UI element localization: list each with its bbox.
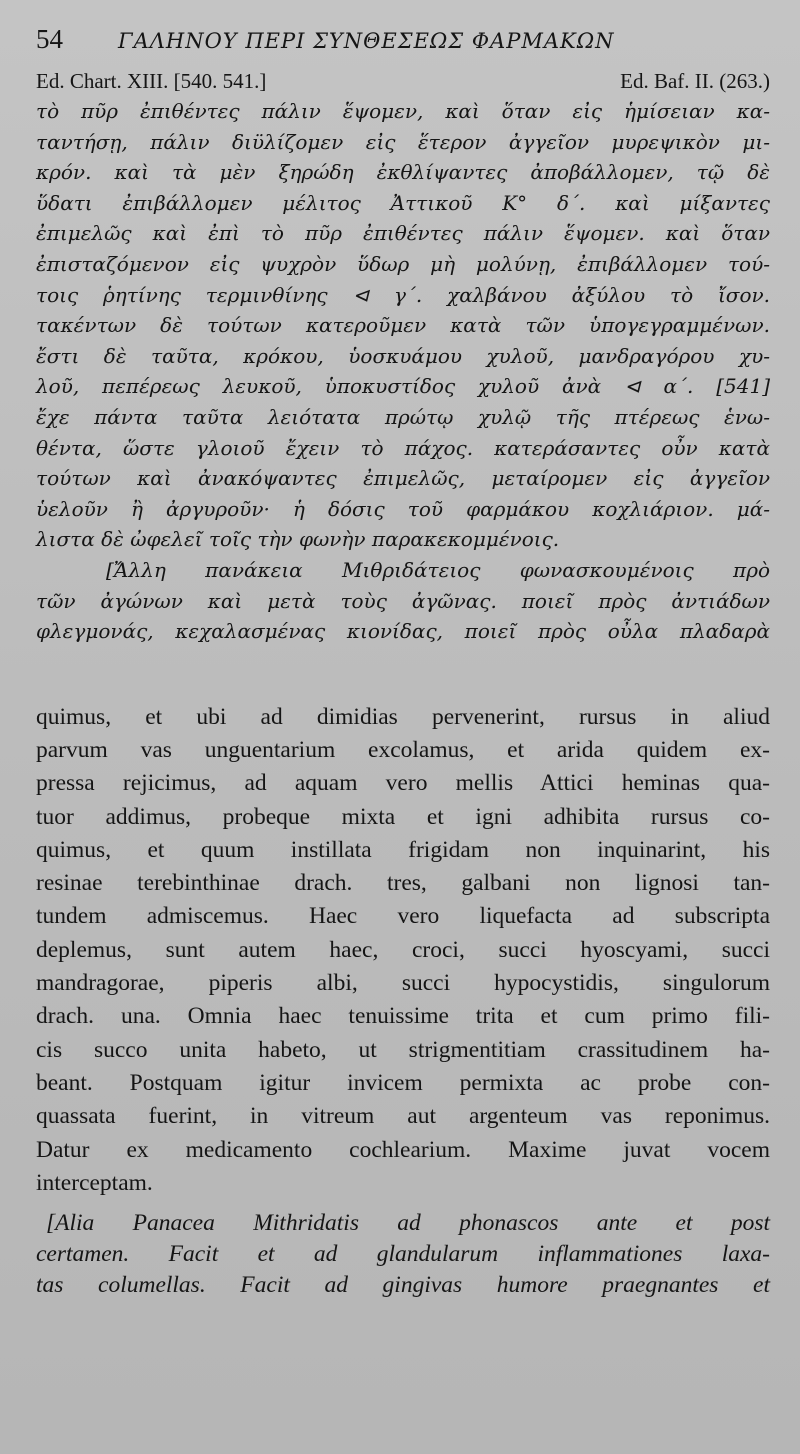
latin-italic-line: tas columellas. Facit ad gingivas humore praegnantes et bbox=[36, 1272, 770, 1299]
latin-italic-block bbox=[36, 1208, 770, 1301]
greek-line: ταντήσῃ, πάλιν διϋλίζομεν εἰς ἕτερον ἀγγεῖον μυρεψικὸν μι- bbox=[36, 129, 770, 154]
latin-line: deplemus, sunt autem haec, croci, succi hyoscyami, succi bbox=[36, 936, 770, 963]
latin-line: quimus, et ubi ad dimidias pervenerint, rursus in aliud bbox=[36, 703, 770, 730]
page-number: 54 bbox=[36, 24, 63, 54]
greek-line: τοις ῥητίνης τερμινθίνης ⊲ γ΄. χαλβάνου ἀξύλου τὸ ἴσον. bbox=[36, 282, 770, 307]
greek-line: λοῦ, πεπέρεως λευκοῦ, ὑποκυστίδος χυλοῦ ἀνὰ ⊲ α΄. [541] bbox=[36, 374, 770, 399]
greek-line: [Ἄλλη πανάκεια Μιθριδάτειος φωνασκουμένοις πρὸ bbox=[106, 557, 770, 582]
greek-line: θέντα, ὥστε γλοιοῦ ἔχειν τὸ πάχος. κατεράσαντες οὖν κατὰ bbox=[36, 435, 770, 460]
greek-line: τακέντων δὲ τούτων κατεροῦμεν κατὰ τῶν ὑπογεγραμμένων. bbox=[36, 313, 770, 338]
latin-line: tuor addimus, probeque mixta et igni adhibita rursus co- bbox=[36, 803, 770, 830]
latin-line: mandragorae, piperis albi, succi hypocystidis, singulorum bbox=[36, 970, 770, 997]
greek-line: τῶν ἀγώνων καὶ μετὰ τοὺς ἀγῶνας. ποιεῖ πρὸς ἀντιάδων bbox=[36, 588, 770, 613]
latin-line: Datur ex medicamento cochlearium. Maxime juvat vocem bbox=[36, 1136, 770, 1163]
edition-reference-line bbox=[36, 66, 770, 96]
latin-line: tundem admiscemus. Haec vero liquefacta ad subscripta bbox=[36, 903, 770, 930]
greek-line: κρόν. καὶ τὰ μὲν ξηρώδη ἐκθλίψαντες ἀποβάλλομεν, τῷ δὲ bbox=[36, 160, 770, 185]
running-title: ΓΑΛΗΝΟΥ ΠΕΡΙ ΣΥΝΘΕΣΕΩΣ ΦΑΡΜΑΚΩΝ bbox=[118, 29, 615, 53]
greek-line: τὸ πῦρ ἐπιθέντες πάλιν ἕψομεν, καὶ ὅταν εἰς ἡμίσειαν κα- bbox=[36, 99, 770, 123]
greek-text-block bbox=[36, 96, 770, 647]
greek-line: ἐπιμελῶς καὶ ἐπὶ τὸ πῦρ ἐπιθέντες πάλιν ἕψομεν. καὶ ὅταν bbox=[36, 221, 770, 246]
latin-line: interceptam. bbox=[36, 1169, 153, 1196]
running-head bbox=[36, 24, 770, 66]
greek-line: λιστα δὲ ὠφελεῖ τοῖς τὴν φωνὴν παρακεκομμένοις. bbox=[36, 527, 560, 552]
edition-reference-right: Ed. Baf. II. (263.) bbox=[620, 69, 770, 93]
latin-line: cis succo unita habeto, ut strigmentitiam crassitudinem ha- bbox=[36, 1036, 770, 1063]
latin-line: quimus, et quum instillata frigidam non inquinarint, his bbox=[36, 836, 770, 863]
latin-text-block bbox=[36, 701, 770, 1200]
section-gap bbox=[36, 647, 770, 701]
latin-italic-line: certamen. Facit et ad glandularum inflammationes laxa- bbox=[36, 1241, 770, 1268]
latin-line: beant. Postquam igitur invicem permixta ac probe con- bbox=[36, 1069, 770, 1096]
greek-line: φλεγμονάς, κεχαλασμένας κιονίδας, ποιεῖ πρὸς οὖλα πλαδαρὰ bbox=[36, 619, 770, 644]
edition-reference-left: Ed. Chart. XIII. [540. 541.] bbox=[36, 69, 267, 93]
greek-line: ἔχε πάντα ταῦτα λειότατα πρώτῳ χυλῷ τῆς πτέρεως ἑνω- bbox=[36, 404, 770, 429]
latin-italic-line: [Alia Panacea Mithridatis ad phonascos ante et post bbox=[46, 1210, 770, 1237]
latin-line: quassata fuerint, in vitreum aut argenteum vas reponimus. bbox=[36, 1103, 770, 1130]
latin-line: resinae terebinthinae drach. tres, galbani non lignosi tan- bbox=[36, 870, 770, 897]
greek-line: ἔστι δὲ ταῦτα, κρόκου, ὑοσκυάμου χυλοῦ, μανδραγόρου χυ- bbox=[36, 343, 770, 368]
latin-line: pressa rejicimus, ad aquam vero mellis Attici heminas qua- bbox=[36, 770, 770, 797]
greek-line: ἐπισταζόμενον εἰς ψυχρὸν ὕδωρ μὴ μολύνῃ, ἐπιβάλλομεν τού- bbox=[36, 251, 770, 276]
greek-line: τούτων καὶ ἀνακόψαντες ἐπιμελῶς, μεταίρομεν εἰς ἀγγεῖον bbox=[36, 466, 770, 491]
greek-line: ὕδατι ἐπιβάλλομεν μέλιτος Ἀττικοῦ K° δ΄. καὶ μίξαντες bbox=[36, 190, 770, 215]
greek-line: ὑελοῦν ἢ ἀργυροῦν· ἡ δόσις τοῦ φαρμάκου κοχλιάριον. μά- bbox=[36, 496, 770, 521]
latin-line: parvum vas unguentarium excolamus, et arida quidem ex- bbox=[36, 736, 770, 763]
latin-line: drach. una. Omnia haec tenuissime trita et cum primo fili- bbox=[36, 1003, 770, 1030]
